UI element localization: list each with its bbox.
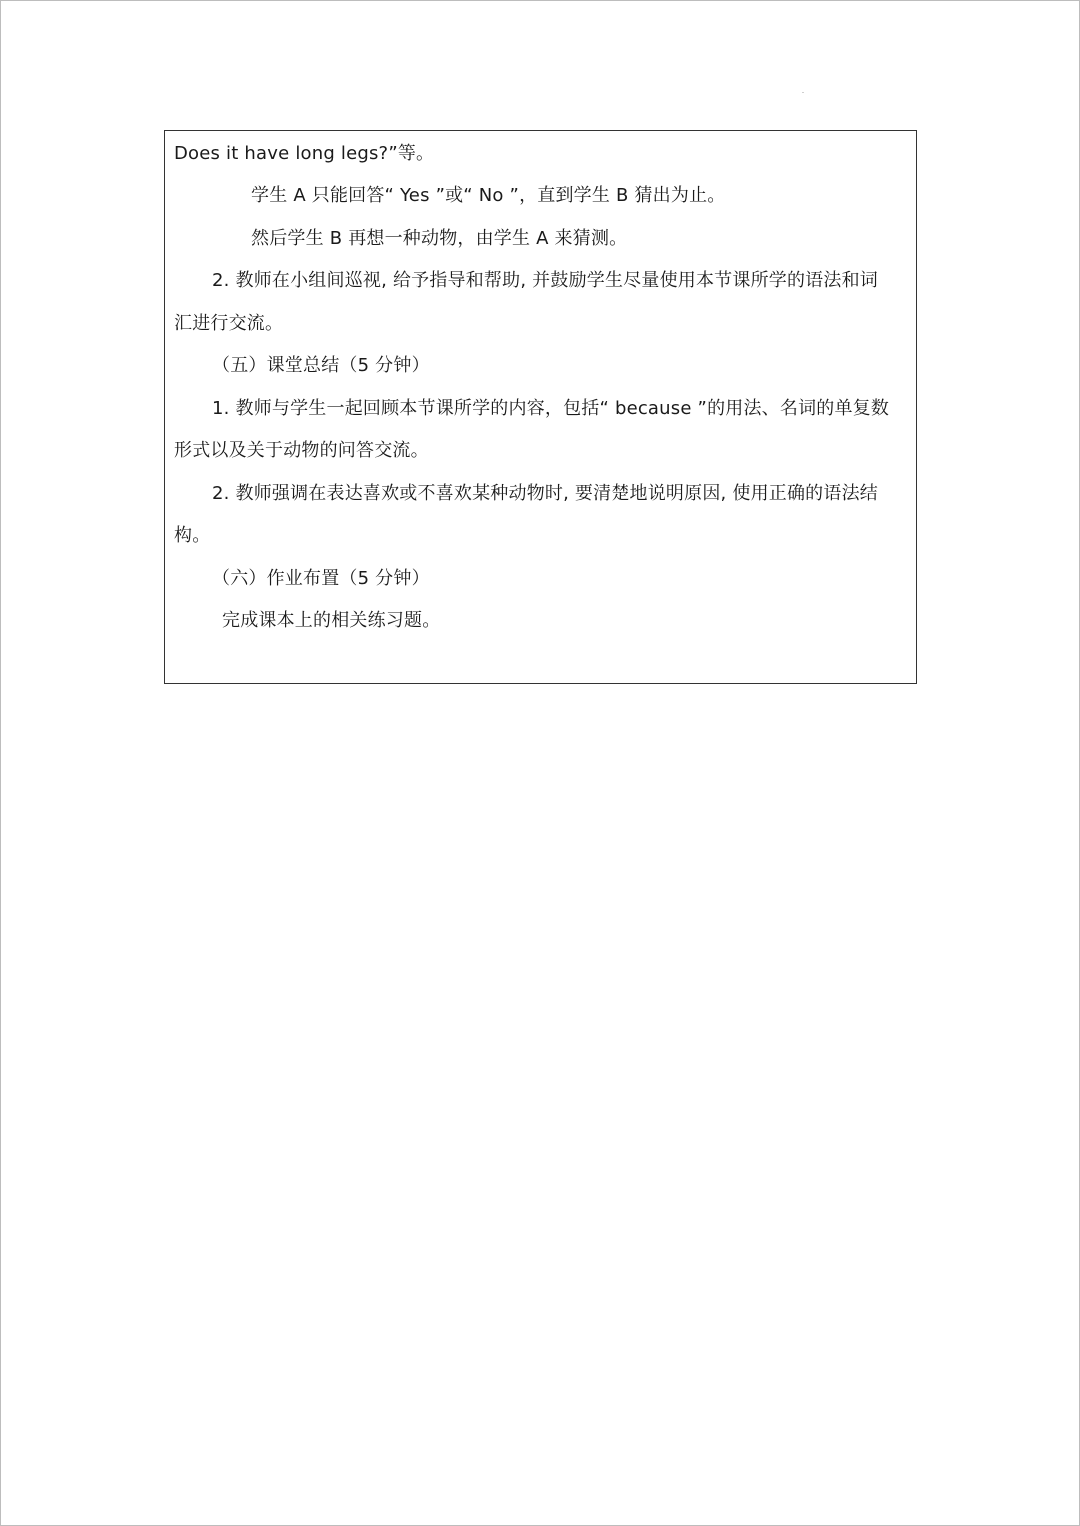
section-heading-summary: （五）课堂总结（5 分钟） bbox=[212, 355, 430, 376]
text-line-1: Does it have long legs?”等。 bbox=[174, 143, 435, 164]
text-line-9: 2. 教师强调在表达喜欢或不喜欢某种动物时, 要清楚地说明原因, 使用正确的语法结 bbox=[212, 483, 878, 504]
text-line-8: 形式以及关于动物的问答交流。 bbox=[174, 440, 429, 461]
text-line-5: 汇进行交流。 bbox=[174, 313, 284, 334]
lesson-plan-box bbox=[164, 130, 917, 684]
section-heading-homework: （六）作业布置（5 分钟） bbox=[212, 568, 430, 589]
text-line-7: 1. 教师与学生一起回顾本节课所学的内容，包括“ because ”的用法、名词的单复数 bbox=[212, 398, 890, 419]
text-line-4: 2. 教师在小组间巡视, 给予指导和帮助, 并鼓励学生尽量使用本节课所学的语法和词 bbox=[212, 270, 878, 291]
text-line-12: 完成课本上的相关练习题。 bbox=[222, 610, 441, 631]
scan-speck bbox=[802, 92, 804, 93]
text-line-2: 学生 A 只能回答“ Yes ”或“ No ”，直到学生 B 猜出为止。 bbox=[251, 185, 726, 206]
text-line-3: 然后学生 B 再想一种动物，由学生 A 来猜测。 bbox=[251, 228, 628, 249]
text-line-10: 构。 bbox=[174, 525, 211, 546]
